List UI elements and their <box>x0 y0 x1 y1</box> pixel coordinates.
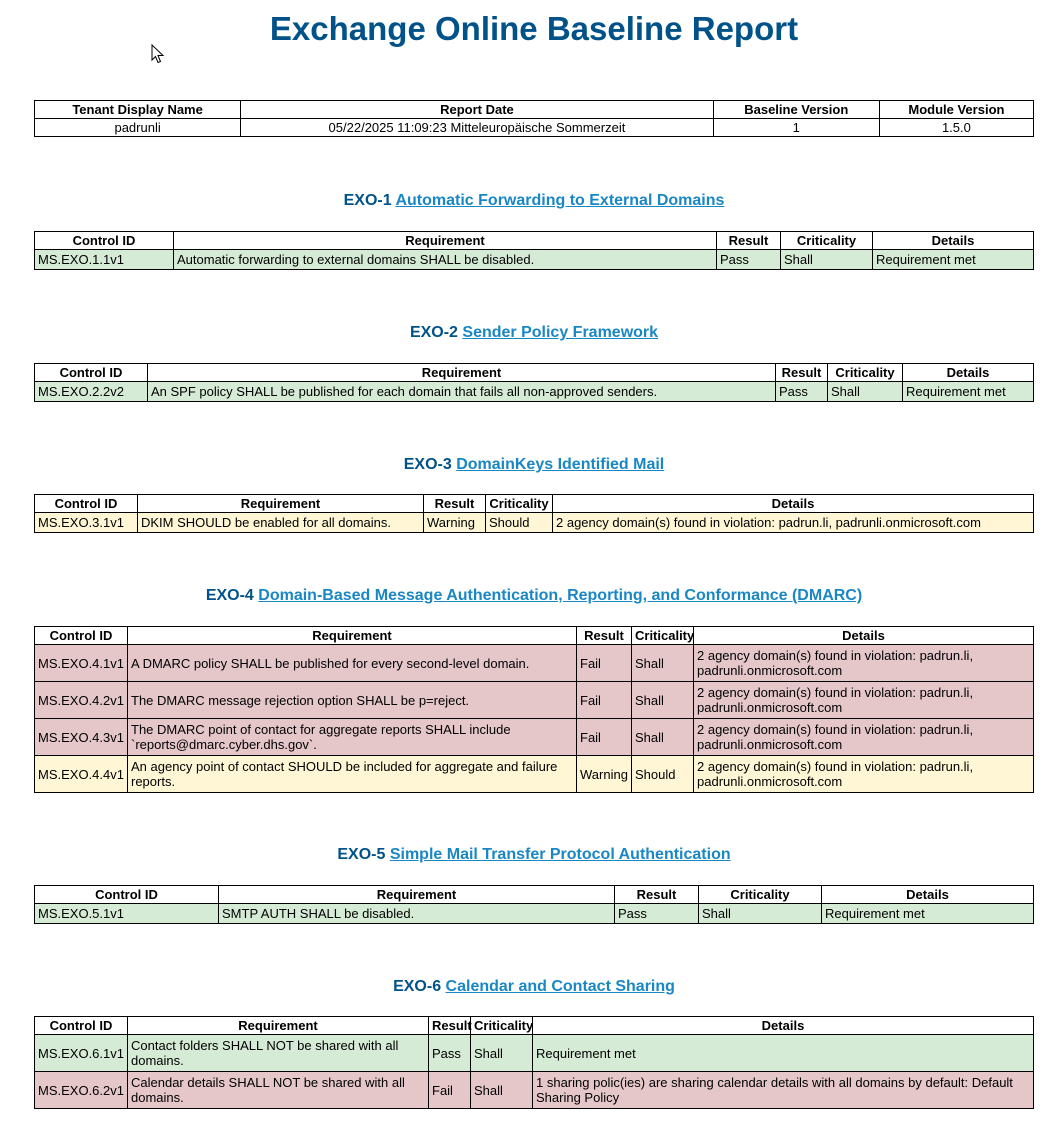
section-link-exo-1[interactable]: Automatic Forwarding to External Domains <box>395 192 725 209</box>
section-link-exo-3[interactable]: DomainKeys Identified Mail <box>456 456 665 473</box>
details-cell: Requirement met <box>533 1035 1034 1072</box>
details-cell: Requirement met <box>903 382 1034 402</box>
column-header-result: Result <box>776 364 828 382</box>
criticality-cell: Shall <box>632 719 694 756</box>
table-row <box>35 382 1034 402</box>
control-id-cell: MS.EXO.4.2v1 <box>35 682 128 719</box>
section-heading-exo-1 <box>0 192 1061 210</box>
requirement-cell: An agency point of contact SHOULD be included for aggregate and failure reports. <box>128 756 577 793</box>
mouse-pointer-icon <box>151 44 165 64</box>
result-cell: Pass <box>776 382 828 402</box>
section-id: EXO-2 <box>409 324 458 341</box>
result-cell: Fail <box>577 719 632 756</box>
column-header-criticality: Criticality <box>699 886 822 904</box>
results-table-exo-5 <box>34 885 1034 924</box>
requirement-cell: Automatic forwarding to external domains SHALL be disabled. <box>174 250 717 270</box>
criticality-cell: Should <box>486 513 553 533</box>
column-header-criticality: Criticality <box>632 627 694 645</box>
column-header-control-id: Control ID <box>35 495 138 513</box>
criticality-cell: Shall <box>632 682 694 719</box>
column-header-details: Details <box>822 886 1034 904</box>
results-table-exo-2 <box>34 363 1034 402</box>
table-row <box>35 756 1034 793</box>
section-link-exo-6[interactable]: Calendar and Contact Sharing <box>445 978 675 995</box>
column-header-control-id: Control ID <box>35 1017 128 1035</box>
column-header-criticality: Criticality <box>781 232 873 250</box>
details-cell: Requirement met <box>822 904 1034 924</box>
column-header-control-id: Control ID <box>35 886 219 904</box>
column-header-control-id: Control ID <box>35 232 174 250</box>
table-row <box>35 513 1034 533</box>
table-row <box>35 682 1034 719</box>
section-id: EXO-6 <box>393 978 442 995</box>
details-cell: 2 agency domain(s) found in violation: padrun.li, padrunli.onmicrosoft.com <box>694 719 1034 756</box>
control-id-cell: MS.EXO.4.4v1 <box>35 756 128 793</box>
results-table-exo-3 <box>34 494 1034 533</box>
column-header-details: Details <box>903 364 1034 382</box>
section-heading-exo-4 <box>0 587 1061 605</box>
details-cell: 1 sharing polic(ies) are sharing calendar details with all domains by default: Default Sharing Policy <box>533 1072 1034 1109</box>
section-link-exo-5[interactable]: Simple Mail Transfer Protocol Authentication <box>389 846 731 863</box>
report-info-table <box>34 100 1034 137</box>
column-header-details: Details <box>533 1017 1034 1035</box>
results-table-exo-6 <box>34 1016 1034 1109</box>
criticality-cell: Shall <box>471 1072 533 1109</box>
section-id: EXO-4 <box>205 587 254 604</box>
requirement-cell: Calendar details SHALL NOT be shared with all domains. <box>128 1072 429 1109</box>
result-cell: Fail <box>577 645 632 682</box>
column-header-criticality: Criticality <box>471 1017 533 1035</box>
page-title: Exchange Online Baseline Report <box>269 10 799 47</box>
control-id-cell: MS.EXO.2.2v2 <box>35 382 148 402</box>
column-header-requirement: Requirement <box>148 364 776 382</box>
results-table-exo-1 <box>34 231 1034 270</box>
criticality-cell: Should <box>632 756 694 793</box>
results-table-exo-4 <box>34 626 1034 793</box>
section-link-exo-2[interactable]: Sender Policy Framework <box>462 324 659 341</box>
result-cell: Pass <box>717 250 781 270</box>
criticality-cell: Shall <box>828 382 903 402</box>
column-header-requirement: Requirement <box>138 495 424 513</box>
table-row <box>35 904 1034 924</box>
column-header-requirement: Requirement <box>219 886 615 904</box>
table-row <box>35 719 1034 756</box>
section-heading-exo-6 <box>0 978 1061 996</box>
column-header-requirement: Requirement <box>128 627 577 645</box>
report-date-header: Report Date <box>241 101 713 119</box>
column-header-criticality: Criticality <box>828 364 903 382</box>
result-cell: Warning <box>577 756 632 793</box>
baseline-version-value: 1 <box>713 119 879 137</box>
result-cell: Pass <box>615 904 699 924</box>
section-id: EXO-1 <box>343 192 392 209</box>
tenant-name-header: Tenant Display Name <box>35 101 241 119</box>
details-cell: 2 agency domain(s) found in violation: padrun.li, padrunli.onmicrosoft.com <box>694 756 1034 793</box>
table-row <box>35 250 1034 270</box>
result-cell: Fail <box>429 1072 471 1109</box>
column-header-details: Details <box>694 627 1034 645</box>
column-header-result: Result <box>717 232 781 250</box>
table-row <box>35 1035 1034 1072</box>
column-header-requirement: Requirement <box>128 1017 429 1035</box>
section-id: EXO-3 <box>403 456 452 473</box>
module-version-value: 1.5.0 <box>879 119 1033 137</box>
column-header-control-id: Control ID <box>35 627 128 645</box>
column-header-criticality: Criticality <box>486 495 553 513</box>
requirement-cell: A DMARC policy SHALL be published for every second-level domain. <box>128 645 577 682</box>
criticality-cell: Shall <box>632 645 694 682</box>
details-cell: Requirement met <box>873 250 1034 270</box>
control-id-cell: MS.EXO.4.3v1 <box>35 719 128 756</box>
result-cell: Warning <box>424 513 486 533</box>
section-heading-exo-3 <box>0 456 1061 474</box>
details-cell: 2 agency domain(s) found in violation: padrun.li, padrunli.onmicrosoft.com <box>694 682 1034 719</box>
column-header-result: Result <box>577 627 632 645</box>
section-heading-exo-5 <box>0 846 1061 864</box>
baseline-version-header: Baseline Version <box>713 101 879 119</box>
control-id-cell: MS.EXO.5.1v1 <box>35 904 219 924</box>
control-id-cell: MS.EXO.1.1v1 <box>35 250 174 270</box>
column-header-details: Details <box>553 495 1034 513</box>
column-header-control-id: Control ID <box>35 364 148 382</box>
module-version-header: Module Version <box>879 101 1033 119</box>
requirement-cell: DKIM SHOULD be enabled for all domains. <box>138 513 424 533</box>
column-header-requirement: Requirement <box>174 232 717 250</box>
section-id: EXO-5 <box>337 846 386 863</box>
details-cell: 2 agency domain(s) found in violation: padrun.li, padrunli.onmicrosoft.com <box>694 645 1034 682</box>
result-cell: Pass <box>429 1035 471 1072</box>
requirement-cell: An SPF policy SHALL be published for each domain that fails all non-approved senders. <box>148 382 776 402</box>
criticality-cell: Shall <box>699 904 822 924</box>
criticality-cell: Shall <box>471 1035 533 1072</box>
column-header-result: Result <box>615 886 699 904</box>
column-header-result: Result <box>424 495 486 513</box>
requirement-cell: SMTP AUTH SHALL be disabled. <box>219 904 615 924</box>
section-heading-exo-2 <box>0 324 1061 342</box>
table-row <box>35 1072 1034 1109</box>
details-cell: 2 agency domain(s) found in violation: padrun.li, padrunli.onmicrosoft.com <box>553 513 1034 533</box>
report-date-value: 05/22/2025 11:09:23 Mitteleuropäische Sommerzeit <box>241 119 713 137</box>
table-row <box>35 645 1034 682</box>
control-id-cell: MS.EXO.6.2v1 <box>35 1072 128 1109</box>
control-id-cell: MS.EXO.6.1v1 <box>35 1035 128 1072</box>
requirement-cell: The DMARC point of contact for aggregate reports SHALL include `reports@dmarc.cyber.dhs.gov`. <box>128 719 577 756</box>
column-header-result: Result <box>429 1017 471 1035</box>
section-link-exo-4[interactable]: Domain-Based Message Authentication, Reporting, and Conformance (DMARC) <box>258 587 863 604</box>
control-id-cell: MS.EXO.3.1v1 <box>35 513 138 533</box>
requirement-cell: Contact folders SHALL NOT be shared with all domains. <box>128 1035 429 1072</box>
criticality-cell: Shall <box>781 250 873 270</box>
tenant-name-value: padrunli <box>35 119 241 137</box>
requirement-cell: The DMARC message rejection option SHALL be p=reject. <box>128 682 577 719</box>
control-id-cell: MS.EXO.4.1v1 <box>35 645 128 682</box>
column-header-details: Details <box>873 232 1034 250</box>
result-cell: Fail <box>577 682 632 719</box>
